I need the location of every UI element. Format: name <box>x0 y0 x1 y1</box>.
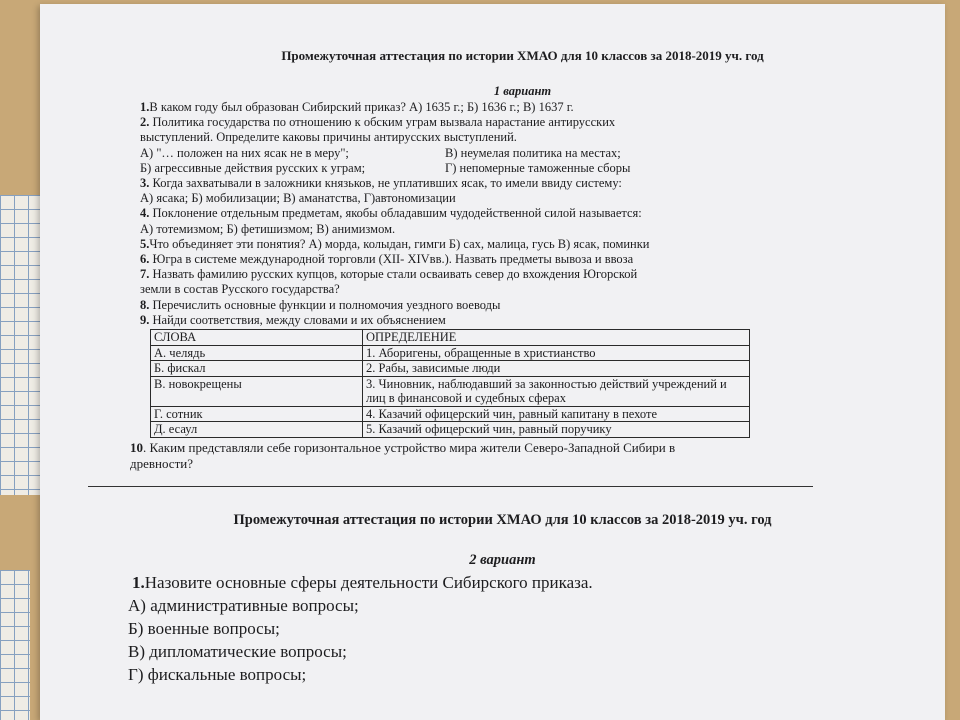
table-definition: 1. Аборигены, обращенные в христианство <box>363 345 750 361</box>
question-4: 4. Поклонение отдельным предметам, якобы обладавшим чудодейственной силой называется: <box>140 206 642 221</box>
question-7: 7. Назвать фамилию русских купцов, которые стали осваивать север до вхождения Югорской <box>140 267 638 282</box>
variant2-option-v: В) дипломатические вопросы; <box>128 641 347 661</box>
table-definition: 3. Чиновник, наблюдавший за законностью действий учреждений и лиц в финансовой и судебных сферах <box>363 376 750 406</box>
exam-sheet <box>40 4 945 720</box>
question-8: 8. Перечислить основные функции и полномочия уездного воеводы <box>140 297 501 312</box>
question-3-options: А) ясака; Б) мобилизации; В) аманатства, Г)автономизации <box>140 191 456 206</box>
question-1: 1.В каком году был образован Сибирский приказ? А) 1635 г.; Б) 1636 г.; В) 1637 г. <box>140 100 574 114</box>
question-2-options-row1: А) "… положен на них ясак не в меру"; В) неумелая политика на местах; <box>140 145 621 160</box>
variant1-label: 1 вариант <box>493 84 552 98</box>
table-row <box>151 422 750 438</box>
table-definition: 4. Казачий офицерский чин, равный капитану в пехоте <box>363 406 750 422</box>
question-4-options: А) тотемизмом; Б) фетишизмом; В) анимизмом. <box>140 221 396 236</box>
table-word: А. челядь <box>151 345 363 361</box>
section-divider <box>88 486 813 487</box>
variant2-title: Промежуточная аттестация по истории ХМАО для 10 классов за 2018-2019 уч. год <box>233 511 772 528</box>
question-10-line2: древности? <box>130 455 193 471</box>
question-9: 9. Найди соответствия, между словами и их объяснением <box>140 312 446 327</box>
grid-paper-left-lower <box>0 570 30 720</box>
table-definition: 2. Рабы, зависимые люди <box>363 361 750 377</box>
variant2-option-b: Б) военные вопросы; <box>128 618 280 638</box>
variant2-option-g: Г) фискальные вопросы; <box>128 664 307 684</box>
question-7-line2: земли в состав Русского государства? <box>140 282 340 297</box>
table-word: Б. фискал <box>151 361 363 377</box>
grid-paper-left <box>0 195 40 495</box>
question-2: 2. Политика государства по отношению к обским уграм вызвала нарастание антирусских <box>140 115 616 130</box>
question-5: 5.Что объединяет эти понятия? А) морда, колыдан, гимги Б) сах, малица, гусь В) ясак, поминки <box>140 236 650 251</box>
table-definition: 5. Казачий офицерский чин, равный поручику <box>363 422 750 438</box>
question-6: 6. Югра в системе международной торговли (XII- XIVвв.). Назвать предметы вывоза и ввоза <box>140 252 634 267</box>
table-word: Г. сотник <box>151 406 363 422</box>
table-row <box>151 406 750 422</box>
table-header-row <box>151 330 750 346</box>
question-2-line2: выступлений. Определите каковы причины антирусских выступлений. <box>140 130 517 145</box>
variant2-label: 2 вариант <box>469 551 536 568</box>
table-row <box>151 376 750 406</box>
table-row <box>151 361 750 377</box>
table-row <box>151 345 750 361</box>
table-header-definition: ОПРЕДЕЛЕНИЕ <box>363 330 750 346</box>
matching-table <box>150 329 750 438</box>
table-word: В. новокрещены <box>151 376 363 406</box>
question-3: 3. Когда захватывали в заложники князьков, не уплативших ясак, то имели ввиду систему: <box>140 176 622 191</box>
table-word: Д. есаул <box>151 422 363 438</box>
question-10: 10. Каким представляли себе горизонтальное устройство мира жители Северо-Западной Сибири в <box>130 439 676 455</box>
table-header-words: СЛОВА <box>151 330 363 346</box>
question-2-options-row2: Б) агрессивные действия русских к уграм; Г) непомерные таможенные сборы <box>140 160 631 175</box>
variant2-question-1: 1.Назовите основные сферы деятельности Сибирского приказа. <box>132 572 593 592</box>
variant1-title: Промежуточная аттестация по истории ХМАО для 10 классов за 2018-2019 уч. год <box>281 48 764 63</box>
variant2-option-a: А) административные вопросы; <box>128 595 359 615</box>
